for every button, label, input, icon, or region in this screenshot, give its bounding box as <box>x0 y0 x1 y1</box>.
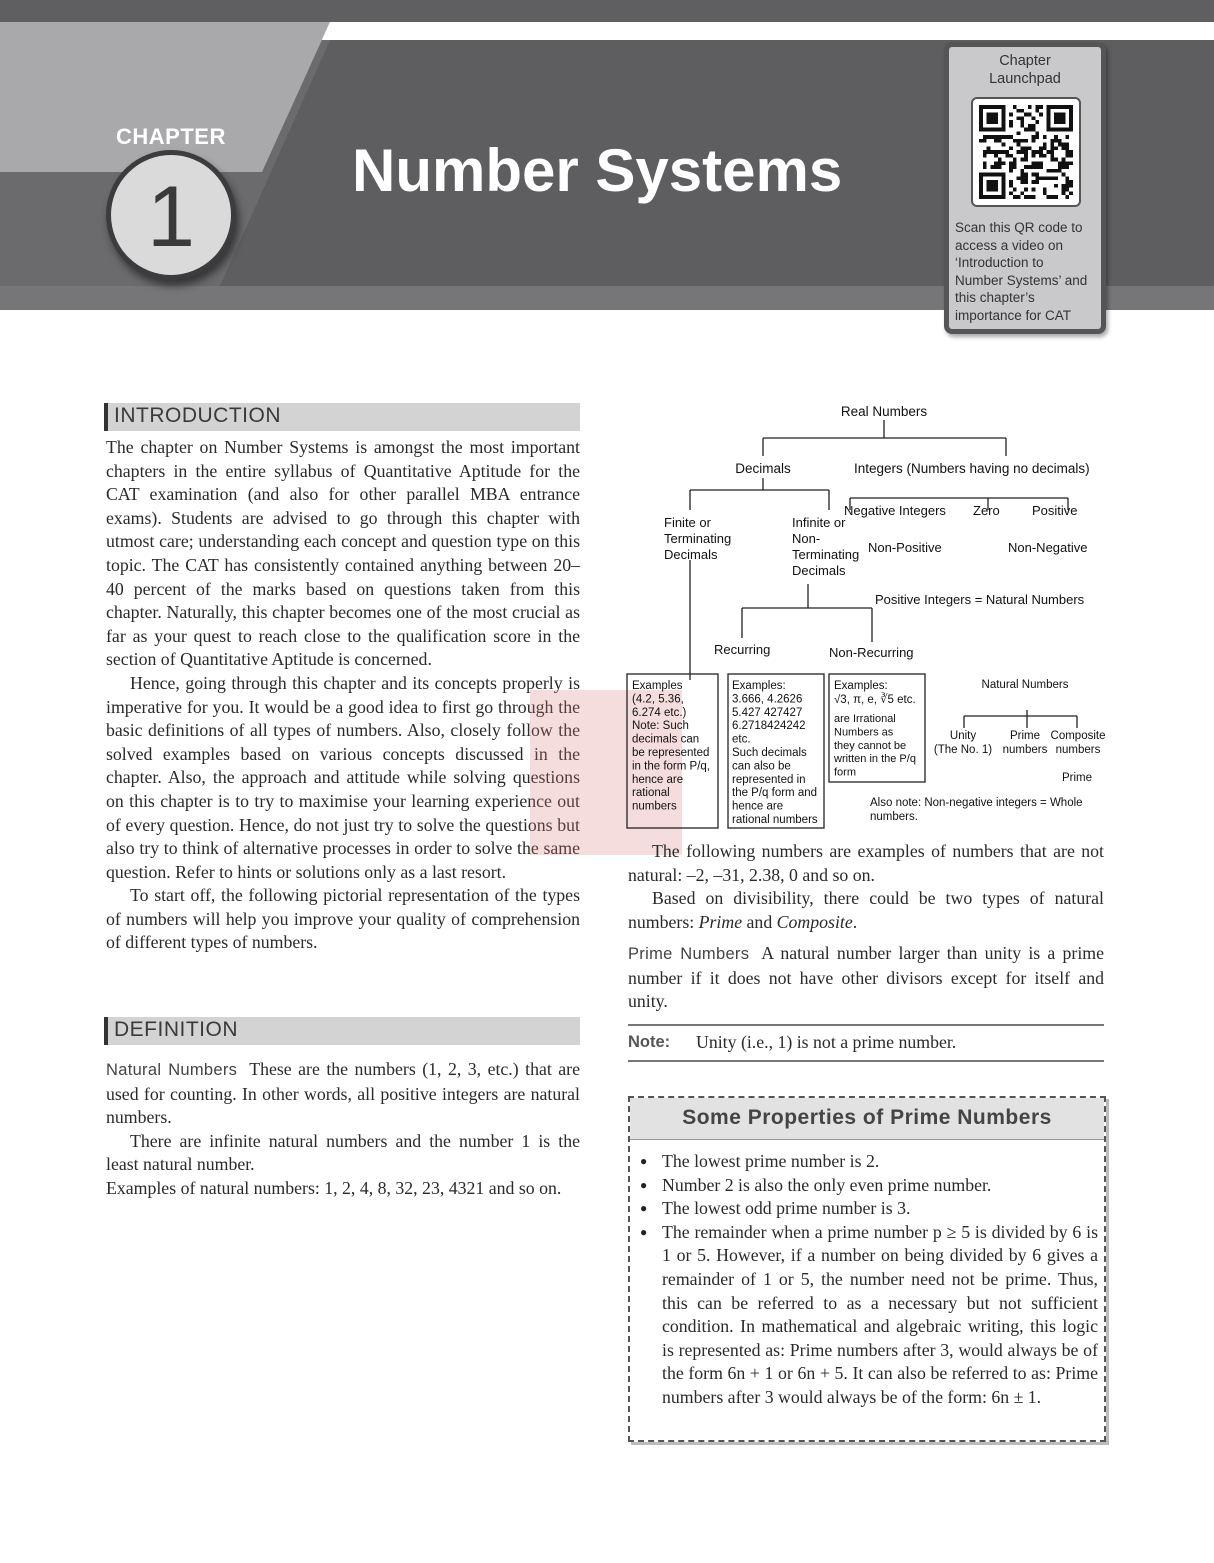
definition-body <box>106 1058 580 1201</box>
qr-module <box>1065 150 1069 154</box>
chapter-launchpad <box>944 42 1106 334</box>
prime-properties-list <box>640 1150 1098 1410</box>
qr-module <box>1032 173 1036 177</box>
divisibility-paragraph <box>628 887 1104 934</box>
qr-module <box>1047 150 1051 154</box>
qr-module <box>1039 176 1043 180</box>
qr-module <box>1065 195 1069 199</box>
box2-line-1: 3.666, 4.2626 <box>732 693 803 706</box>
qr-module <box>1065 146 1069 150</box>
qr-module <box>1054 169 1058 173</box>
qr-module <box>1065 161 1069 165</box>
box1-line-7: hence are <box>632 773 684 786</box>
node-infinite-3: Terminating <box>792 547 860 562</box>
box3-line-0: are Irrational <box>834 713 896 725</box>
box3-rest <box>833 713 916 779</box>
qr-module <box>990 150 994 154</box>
qr-module <box>1032 195 1036 199</box>
introduction-paragraph-1: The chapter on Number Systems is amongst the most important chapters in the entire syllabus of Quantitative Aptitude for the CAT examination (and also for other parallel MBA entrance exams). Students are advised to go through this chapter with utmost care; understanding each concept and question type on this topic. The CAT has consistently contained anything between 20–40 percent of the marks based on questions taken from this chapter. Naturally, this chapter becomes one of the most crucial as far as your quest to reach close to the qualification score in the section of Quantitative Aptitude is concerned. <box>106 437 580 670</box>
qr-module <box>1005 154 1009 158</box>
qr-module <box>1013 161 1017 165</box>
qr-module <box>1054 158 1058 162</box>
qr-module <box>1009 184 1013 188</box>
natural-numbers-definition <box>106 1058 580 1130</box>
qr-module <box>1009 146 1013 150</box>
qr-module <box>1065 188 1069 192</box>
qr-module <box>1032 116 1036 120</box>
qr-module <box>1065 135 1069 139</box>
qr-module <box>1065 180 1069 184</box>
launchpad-description: Scan this QR code to access a video on ‘Introduction to Number Systems’ and this chapter’s importance for CAT <box>955 220 1088 323</box>
qr-module <box>1054 139 1058 143</box>
qr-module <box>1020 180 1024 184</box>
qr-module <box>1047 176 1051 180</box>
qr-module <box>998 158 1002 162</box>
chapter-number-badge <box>106 150 236 280</box>
qr-module <box>1032 150 1036 154</box>
qr-module <box>1039 154 1043 158</box>
qr-module <box>1013 105 1017 109</box>
qr-module <box>1035 120 1039 124</box>
box3-line-2: they cannot be <box>834 739 907 752</box>
qr-module <box>1009 161 1013 165</box>
qr-module <box>1035 161 1039 165</box>
box2-line-8: the P/q form and <box>732 787 818 800</box>
qr-module <box>979 139 983 143</box>
qr-module <box>1017 116 1021 120</box>
qr-module <box>1024 128 1028 132</box>
qr-module <box>1043 154 1047 158</box>
qr-module <box>1024 113 1028 117</box>
qr-module <box>1028 128 1032 132</box>
qr-module <box>1020 116 1024 120</box>
introduction-paragraph-3: To start off, the following pictorial representation of the types of numbers will help you improve your quality of comprehension of different types of numbers. <box>106 885 580 953</box>
note-box <box>628 1024 1104 1062</box>
qr-module <box>1065 184 1069 188</box>
box2-text <box>732 680 818 826</box>
qr-module <box>1002 143 1006 147</box>
qr-module <box>1043 191 1047 195</box>
qr-module <box>1050 169 1054 173</box>
definition-paragraph-3: Examples of natural numbers: 1, 2, 4, 8, 32, 23, 4321 and so on. <box>106 1177 562 1198</box>
qr-module <box>1032 154 1036 158</box>
box1-line-4: decimals can <box>632 733 700 746</box>
qr-module <box>998 165 1002 169</box>
box2-line-4: etc. <box>732 733 751 746</box>
qr-finder <box>987 180 998 191</box>
node-finite-1: Finite or <box>664 515 711 530</box>
qr-module <box>1020 191 1024 195</box>
node-non-positive: Non-Positive <box>868 540 942 555</box>
qr-module <box>1024 146 1028 150</box>
divisibility-text: Based on divisibility, there could be two types of natural numbers: <box>628 888 1104 932</box>
node-integers: Integers (Numbers having no decimals) <box>854 461 1090 476</box>
qr-module <box>998 135 1002 139</box>
qr-module <box>998 139 1002 143</box>
prime-properties-heading <box>630 1098 1104 1140</box>
qr-module <box>1058 143 1062 147</box>
node-composite-2: numbers <box>1055 744 1101 756</box>
qr-module <box>1024 180 1028 184</box>
qr-module <box>1017 139 1021 143</box>
box1-text <box>632 680 710 813</box>
box1-line-8: rational <box>632 787 670 800</box>
qr-module <box>1054 146 1058 150</box>
box1-line-6: in the form P/q, <box>632 760 710 773</box>
also-note-2: numbers. <box>870 811 918 823</box>
qr-module <box>1009 154 1013 158</box>
qr-module <box>1002 135 1006 139</box>
qr-module <box>1039 146 1043 150</box>
box3-line-0: Examples: <box>834 680 888 692</box>
qr-module <box>1024 195 1028 199</box>
chapter-title: Number Systems <box>352 137 843 204</box>
box2-line-9: hence are <box>732 800 784 813</box>
qr-finder <box>1054 113 1065 124</box>
qr-module <box>990 135 994 139</box>
qr-module <box>1043 143 1047 147</box>
qr-module <box>1017 131 1021 135</box>
introduction-paragraph-2: Hence, going through this chapter and its concepts properly is imperative for you. It would be a good idea to first go through the basic definitions of all types of numbers. Also, closely follow the solved examples based on various concepts discussed in the chapter. Also, the approach and attitude while solving questions on this chapter is to try to maximise your learning experience out of every question. Hence, do not just try to solve the questions but also try to think of alternative processes in order to solve the same question. Refer to hints or solutions only as a last resort. <box>106 672 580 882</box>
natural-numbers-head: Natural Numbers <box>106 1061 238 1079</box>
node-natural-numbers: Natural Numbers <box>981 679 1069 691</box>
qr-module <box>1035 150 1039 154</box>
qr-module <box>1032 124 1036 128</box>
property-item: ● The lowest prime number is 2. <box>640 1150 1098 1174</box>
node-infinite-1: Infinite or <box>792 515 846 530</box>
qr-module <box>1035 131 1039 135</box>
qr-module <box>1020 109 1024 113</box>
qr-module <box>1035 165 1039 169</box>
node-zero: Zero <box>973 503 1000 518</box>
qr-module <box>1050 195 1054 199</box>
prime-definition-paragraph <box>628 942 1104 1014</box>
qr-module <box>1050 176 1054 180</box>
qr-module <box>1065 165 1069 169</box>
qr-module <box>1062 143 1066 147</box>
node-prime-1: Prime <box>1009 730 1041 742</box>
property-item: ● The lowest odd prime number is 3. <box>640 1197 1098 1221</box>
qr-module <box>1069 161 1073 165</box>
box2-line-6: can also be <box>732 760 791 773</box>
qr-module <box>1050 150 1054 154</box>
qr-module <box>1009 191 1013 195</box>
box3-line-1: Numbers as <box>834 726 894 739</box>
qr-module <box>1054 195 1058 199</box>
qr-module <box>1035 180 1039 184</box>
qr-module <box>1028 165 1032 169</box>
qr-module <box>1020 124 1024 128</box>
qr-module <box>983 154 987 158</box>
number-types-tree <box>622 398 1112 830</box>
qr-module <box>1017 195 1021 199</box>
qr-module <box>1013 158 1017 162</box>
introduction-heading <box>104 403 580 431</box>
qr-module <box>1020 176 1024 180</box>
qr-module <box>1050 146 1054 150</box>
introduction-body <box>106 436 580 955</box>
box3-text <box>834 680 916 706</box>
qr-module <box>1028 146 1032 150</box>
qr-module <box>1062 158 1066 162</box>
qr-module <box>994 139 998 143</box>
box1-line-9: numbers <box>632 800 677 813</box>
prime-numbers-text: A natural number larger than unity is a prime number if it does not have other divisors except for itself and unity. <box>628 943 1104 1012</box>
composite-italic: Composite <box>776 911 853 932</box>
qr-module <box>1062 191 1066 195</box>
qr-module <box>1013 195 1017 199</box>
qr-module <box>1009 135 1013 139</box>
qr-module <box>1054 176 1058 180</box>
qr-module <box>1017 150 1021 154</box>
node-the-number-1: (The No. 1) <box>933 744 993 756</box>
qr-module <box>1028 113 1032 117</box>
qr-module <box>1009 124 1013 128</box>
also-note-1: Also note: Non-negative integers = Whole <box>870 797 1083 809</box>
qr-module <box>1050 158 1054 162</box>
box3-line-4: form <box>834 766 856 779</box>
qr-module <box>1032 180 1036 184</box>
qr-module <box>1017 143 1021 147</box>
box1-line-1: (4.2, 5.36, <box>632 693 684 706</box>
qr-module <box>983 161 987 165</box>
box1-line-3: Note: Such <box>632 720 689 733</box>
property-item: ● Number 2 is also the only even prime number. <box>640 1174 1098 1198</box>
qr-module <box>1020 146 1024 150</box>
node-positive: Positive <box>1032 503 1078 518</box>
qr-module <box>1062 173 1066 177</box>
qr-module <box>1009 180 1013 184</box>
qr-module <box>1058 161 1062 165</box>
qr-module <box>1035 176 1039 180</box>
launchpad-title-line2: Launchpad <box>989 71 1061 87</box>
qr-module <box>1035 135 1039 139</box>
qr-module <box>1069 150 1073 154</box>
box1-line-2: 6.274 etc.) <box>632 706 687 719</box>
qr-module <box>1054 184 1058 188</box>
note-label: Note: <box>628 1033 671 1051</box>
node-non-negative: Non-Negative <box>1008 540 1088 555</box>
node-infinite-2: Non- <box>792 531 821 546</box>
tree-nodes <box>664 404 1090 660</box>
qr-module <box>1013 165 1017 169</box>
introduction-heading-text: INTRODUCTION <box>114 404 281 427</box>
qr-module <box>1028 124 1032 128</box>
qr-module <box>994 135 998 139</box>
box2-line-0: Examples: <box>732 680 786 692</box>
qr-module <box>1024 176 1028 180</box>
launchpad-title-line1: Chapter <box>999 53 1051 69</box>
node-prime-2: numbers <box>1002 744 1048 756</box>
qr-module <box>1065 143 1069 147</box>
box2-line-5: Such decimals <box>732 747 807 759</box>
qr-module <box>994 165 998 169</box>
prime-italic: Prime <box>698 911 743 932</box>
qr-module <box>1069 191 1073 195</box>
qr-module <box>1065 176 1069 180</box>
qr-module <box>987 135 991 139</box>
qr-module <box>1024 150 1028 154</box>
qr-module <box>1035 109 1039 113</box>
prime-properties-box <box>628 1096 1106 1442</box>
qr-module <box>1020 158 1024 162</box>
prime-properties-heading-text: Some Properties of Prime Numbers <box>682 1106 1052 1129</box>
qr-module <box>1017 176 1021 180</box>
qr-module <box>1054 135 1058 139</box>
qr-module <box>1032 128 1036 132</box>
header-top-bar <box>0 0 1214 22</box>
qr-module <box>1039 165 1043 169</box>
and-text: and <box>742 911 777 932</box>
qr-module <box>1028 105 1032 109</box>
qr-module <box>1024 158 1028 162</box>
qr-module <box>1050 154 1054 158</box>
qr-module <box>1009 165 1013 169</box>
chapter-label: CHAPTER <box>116 124 226 149</box>
launchpad-title <box>949 52 1101 88</box>
qr-module <box>1047 169 1051 173</box>
definition-heading <box>104 1017 580 1045</box>
qr-module <box>1020 169 1024 173</box>
qr-module <box>1058 165 1062 169</box>
qr-module <box>1009 169 1013 173</box>
qr-module <box>1039 113 1043 117</box>
qr-code-graphic <box>979 105 1073 199</box>
qr-module <box>1047 195 1051 199</box>
number-types-diagram <box>622 398 1112 830</box>
qr-module <box>1024 154 1028 158</box>
qr-module <box>1020 173 1024 177</box>
note-text: Unity (i.e., 1) is not a prime number. <box>696 1032 957 1052</box>
box2-line-3: 6.2718424242 <box>732 720 806 733</box>
qr-module <box>994 150 998 154</box>
qr-module <box>1013 188 1017 192</box>
qr-module <box>1069 180 1073 184</box>
qr-module <box>1005 135 1009 139</box>
qr-module <box>1032 165 1036 169</box>
qr-module <box>1039 161 1043 165</box>
qr-module <box>1002 150 1006 154</box>
qr-module <box>1024 188 1028 192</box>
node-real-numbers: Real Numbers <box>840 404 928 419</box>
node-finite-2: Terminating <box>664 531 732 546</box>
qr-code-icon[interactable] <box>971 97 1081 207</box>
qr-module <box>1039 105 1043 109</box>
qr-module <box>983 165 987 169</box>
qr-module <box>1058 169 1062 173</box>
qr-module <box>998 161 1002 165</box>
qr-module <box>1009 113 1013 117</box>
right-body <box>628 840 1104 934</box>
not-natural-paragraph: The following numbers are examples of numbers that are not natural: –2, –31, 2.38, 0 and so on. <box>628 841 1104 885</box>
qr-module <box>1058 139 1062 143</box>
qr-module <box>1062 146 1066 150</box>
qr-module <box>1050 139 1054 143</box>
qr-module <box>1005 150 1009 154</box>
definition-heading-text: DEFINITION <box>114 1018 238 1041</box>
node-unity: Unity <box>949 730 977 742</box>
qr-module <box>987 146 991 150</box>
qr-module <box>1035 105 1039 109</box>
period-text: . <box>852 911 858 932</box>
box2-line-10: rational numbers <box>732 814 818 826</box>
box3-math: √3, π, e, ∛5 etc. <box>834 694 916 706</box>
node-infinite-4: Decimals <box>792 563 846 578</box>
qr-module <box>1009 120 1013 124</box>
box2-line-2: 5.427 427427 <box>732 706 803 719</box>
qr-module <box>1020 120 1024 124</box>
qr-module <box>1024 139 1028 143</box>
node-composite-1: Composite <box>1050 730 1106 742</box>
qr-module <box>990 165 994 169</box>
qr-module <box>1017 109 1021 113</box>
box3-line-3: written in the P/q <box>834 753 916 766</box>
box1-line-0: Examples <box>632 680 683 692</box>
qr-module <box>1062 188 1066 192</box>
qr-module <box>1062 161 1066 165</box>
qr-module <box>998 150 1002 154</box>
node-decimals: Decimals <box>735 461 791 476</box>
qr-module <box>1043 188 1047 192</box>
qr-module <box>987 150 991 154</box>
node-recurring: Recurring <box>714 642 771 657</box>
qr-module <box>1035 173 1039 177</box>
qr-finder <box>987 113 998 124</box>
qr-module <box>1043 135 1047 139</box>
qr-module <box>983 150 987 154</box>
node-positive-natural: Positive Integers = Natural Numbers <box>875 592 1085 607</box>
qr-module <box>1069 154 1073 158</box>
property-item: ● The remainder when a prime number p ≥ 5 is divided by 6 is 1 or 5. However, if a number on being divided by 6 gives a remainder of 1 or 5, the number need not be prime. Thus, this can be referred to as a necessary but not sufficient condition. In mathematical and algebraic writing, this logic is represented as: Prime numbers after 3, would always be of the form 6n + 1 or 6n + 5. It can also be referred to as: Prime numbers after 3 would always be of the form: 6n ± 1. <box>640 1221 1098 1410</box>
box2-line-7: represented in <box>732 773 806 786</box>
qr-module <box>1013 139 1017 143</box>
qr-module <box>1032 188 1036 192</box>
qr-module <box>1028 195 1032 199</box>
node-finite-3: Decimals <box>664 547 718 562</box>
qr-module <box>1062 184 1066 188</box>
box1-line-5: be represented <box>632 747 710 759</box>
node-prime-label: Prime <box>1062 772 1093 784</box>
qr-module <box>994 161 998 165</box>
qr-module <box>1020 150 1024 154</box>
natural-numbers-text: These are the numbers (1, 2, 3, etc.) that are used for counting. In other words, all positive integers are natural numbers. <box>106 1059 580 1128</box>
qr-module <box>983 139 987 143</box>
chapter-number: 1 <box>147 169 195 265</box>
qr-module <box>1032 135 1036 139</box>
node-negative-integers: Negative Integers <box>844 503 946 518</box>
qr-module <box>1002 161 1006 165</box>
node-non-recurring: Non-Recurring <box>829 645 914 660</box>
qr-module <box>1069 184 1073 188</box>
qr-module <box>1043 146 1047 150</box>
prime-numbers-head: Prime Numbers <box>628 945 750 963</box>
qr-module <box>1039 150 1043 154</box>
qr-module <box>1024 165 1028 169</box>
prime-definition <box>628 942 1104 1014</box>
definition-paragraph-2: There are infinite natural numbers and the number 1 is the least natural number. <box>106 1130 580 1175</box>
qr-module <box>994 154 998 158</box>
qr-module <box>1062 165 1066 169</box>
qr-module <box>1020 139 1024 143</box>
qr-module <box>983 135 987 139</box>
qr-module <box>1065 154 1069 158</box>
qr-module <box>1043 176 1047 180</box>
qr-module <box>1032 139 1036 143</box>
qr-module <box>1032 161 1036 165</box>
qr-module <box>1050 143 1054 147</box>
qr-module <box>1024 173 1028 177</box>
